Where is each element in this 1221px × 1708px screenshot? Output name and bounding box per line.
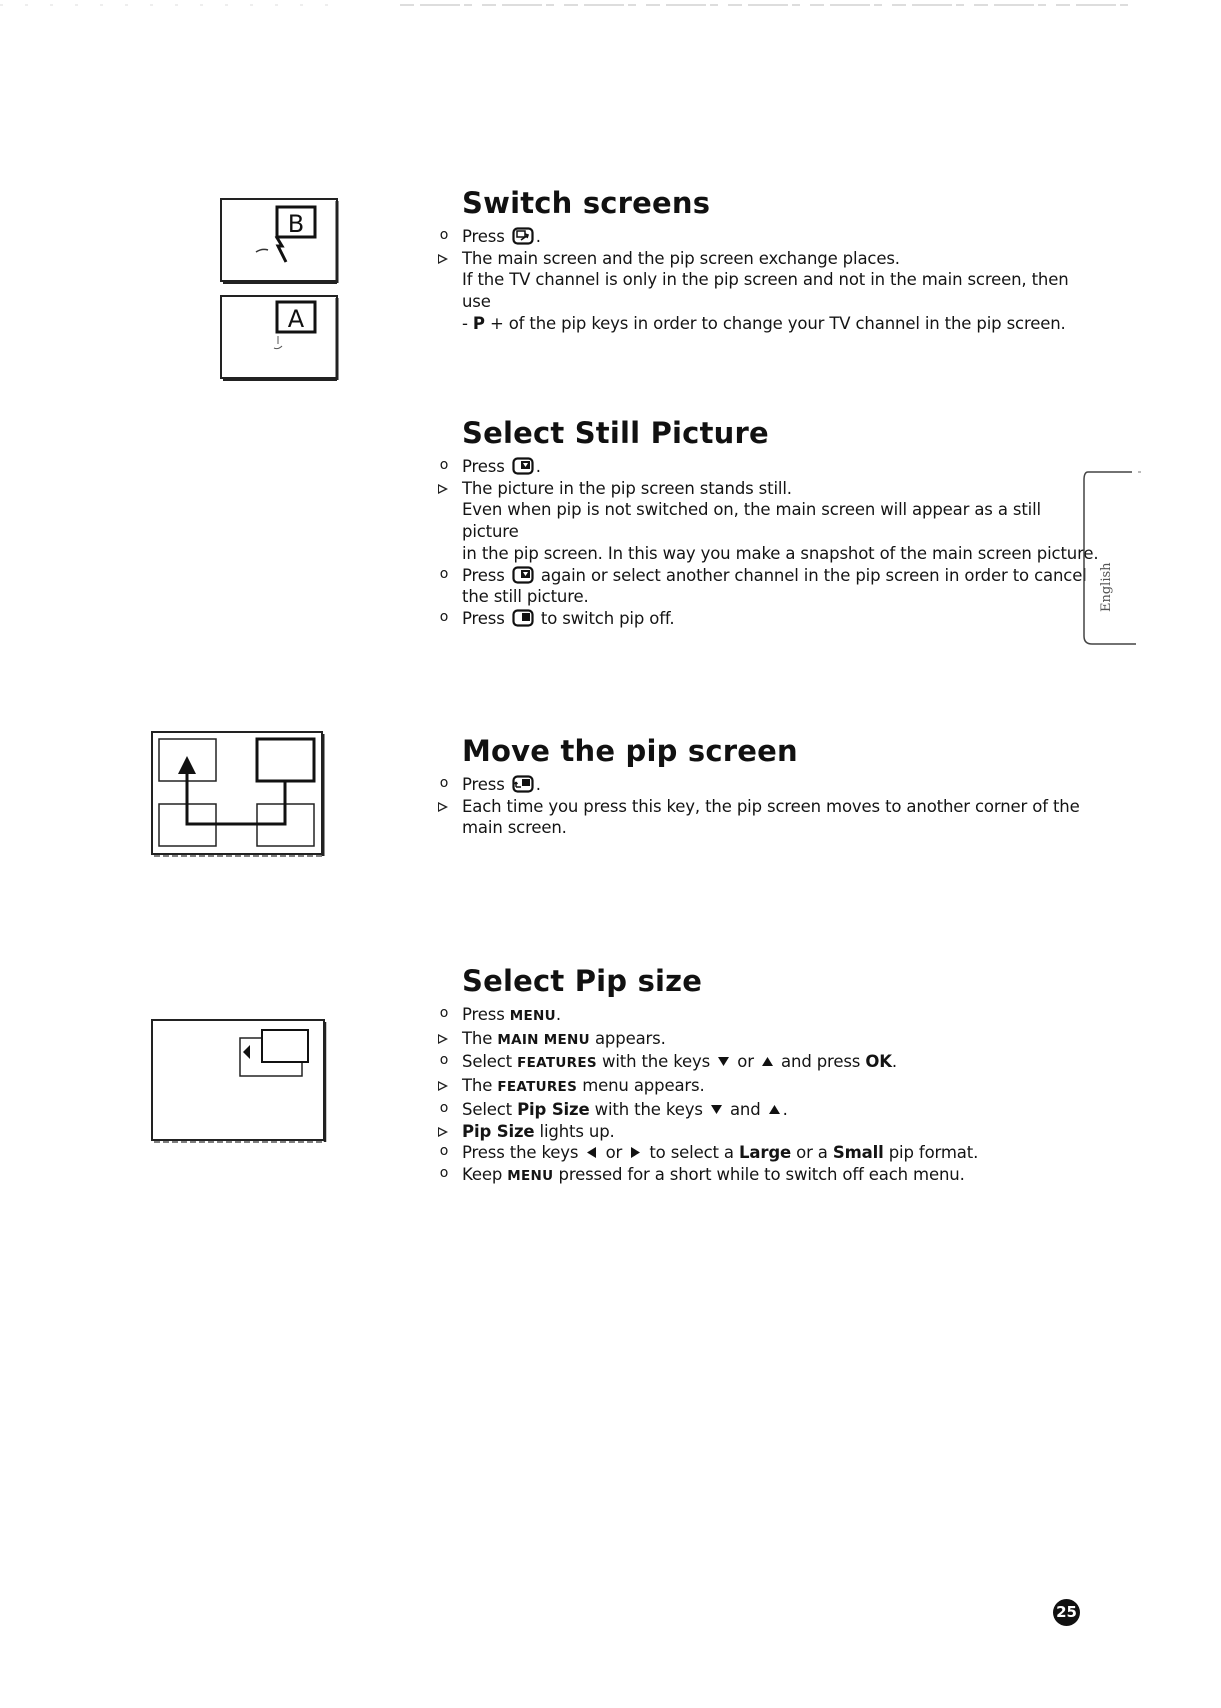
arrow-down-icon xyxy=(718,1056,729,1067)
instruction-step xyxy=(462,456,1102,478)
step-text: Press xyxy=(462,565,510,585)
step-bullet-icon xyxy=(436,608,452,630)
result-step xyxy=(462,796,1102,818)
step-text: The xyxy=(462,1028,498,1048)
step-text: . xyxy=(535,775,541,794)
step-text: + of the pip keys in order to change your TV channel in the pip screen. xyxy=(484,313,1066,333)
arrow-left-icon xyxy=(586,1147,597,1158)
step-text: and xyxy=(724,1099,766,1119)
section-title: Select Still Picture xyxy=(462,416,769,450)
step-bullet-icon xyxy=(436,1051,452,1073)
step-text: pip format. xyxy=(883,1143,979,1163)
continuation-line xyxy=(462,543,1102,565)
still-picture-key-icon xyxy=(512,457,534,475)
result-step xyxy=(462,1075,1102,1099)
step-text: with the keys xyxy=(589,1099,708,1119)
menu-term: MAIN MENU xyxy=(497,1031,590,1048)
instruction-step xyxy=(462,565,1102,587)
instruction-step xyxy=(462,1164,1102,1188)
step-bullet-icon xyxy=(436,774,452,796)
bold-term: P xyxy=(472,313,485,333)
menu-term: FEATURES xyxy=(497,1079,578,1096)
instruction-step xyxy=(462,774,1102,796)
step-text: . xyxy=(555,1005,562,1024)
step-text: or xyxy=(600,1143,628,1163)
language-tab-label: English xyxy=(1099,562,1114,612)
step-text: If the TV channel is only in the pip screen and not in the main screen, then use xyxy=(462,270,1069,312)
continuation-line xyxy=(462,499,1102,542)
bold-term: OK xyxy=(865,1052,892,1072)
screen-a-label: A xyxy=(287,305,305,333)
step-text: in the pip screen. In this way you make a snapshot of the main screen picture. xyxy=(462,543,1099,563)
step-text: and press xyxy=(775,1052,866,1072)
arrow-up-icon xyxy=(762,1056,773,1067)
section-select-still-picture xyxy=(462,416,1102,630)
steps-list xyxy=(462,1004,1102,1188)
step-text: The xyxy=(462,1076,498,1096)
swap-screens-key-icon xyxy=(512,227,534,245)
step-text: to select a xyxy=(644,1143,739,1163)
instruction-step xyxy=(462,226,1102,248)
step-text: . xyxy=(535,227,541,246)
step-text: . xyxy=(891,1052,897,1072)
result-step xyxy=(462,248,1102,270)
step-text: main screen. xyxy=(462,818,567,838)
step-bullet-icon xyxy=(436,1004,452,1026)
step-bullet-icon xyxy=(436,456,452,478)
step-text: - xyxy=(462,313,473,333)
step-text: with the keys xyxy=(596,1052,716,1072)
scan-artifact-line xyxy=(0,2,1221,8)
step-bullet-icon xyxy=(436,1142,452,1164)
instruction-step xyxy=(462,1004,1102,1028)
step-bullet-icon xyxy=(436,1164,452,1186)
bold-term: Small xyxy=(832,1143,884,1163)
screen-b-label: B xyxy=(287,210,305,238)
step-text: . xyxy=(535,457,541,476)
continuation-line xyxy=(462,269,1102,312)
instruction-step xyxy=(462,1051,1102,1075)
step-text: Select xyxy=(462,1099,518,1119)
section-title: Move the pip screen xyxy=(462,734,798,768)
step-text: or xyxy=(732,1052,759,1072)
step-text: again or select another channel in the pip screen in order to cancel xyxy=(535,565,1087,585)
pip-size-figure xyxy=(150,1018,332,1148)
result-step xyxy=(462,1121,1102,1143)
step-text: pressed for a short while to switch off each menu. xyxy=(553,1164,965,1184)
still-picture-key-icon xyxy=(512,566,534,584)
step-text: . xyxy=(782,1099,788,1119)
step-text: appears. xyxy=(589,1028,666,1048)
section-title: Select Pip size xyxy=(462,964,703,998)
steps-list xyxy=(462,226,1102,335)
step-text: Even when pip is not switched on, the main screen will appear as a still picture xyxy=(462,500,1041,542)
arrow-down-icon xyxy=(711,1104,722,1115)
bold-term: Pip Size xyxy=(462,1121,535,1141)
move-pip-key-icon xyxy=(512,775,534,793)
step-text: Press xyxy=(462,1005,510,1024)
section-switch-screens xyxy=(462,186,1102,335)
instruction-step xyxy=(462,1099,1102,1121)
section-select-pip-size xyxy=(462,964,1102,1188)
menu-term: MENU xyxy=(509,1008,556,1024)
switch-screens-figure xyxy=(218,196,344,386)
step-text: Press xyxy=(462,608,510,628)
step-text: the still picture. xyxy=(462,587,589,607)
step-text: Each time you press this key, the pip screen moves to another corner of the xyxy=(462,796,1080,816)
step-text: Press xyxy=(462,775,510,794)
step-text: or a xyxy=(791,1143,833,1163)
menu-term: FEATURES xyxy=(517,1055,597,1072)
step-bullet-icon xyxy=(436,1099,452,1121)
continuation-line xyxy=(462,586,1102,608)
section-title: Switch screens xyxy=(462,186,711,220)
move-pip-figure xyxy=(150,730,330,862)
instruction-step xyxy=(462,608,1102,630)
section-move-pip-screen xyxy=(462,734,1102,839)
arrow-up-icon xyxy=(769,1104,780,1115)
page-number: 25 xyxy=(1053,1599,1080,1626)
step-text: to switch pip off. xyxy=(535,608,675,628)
step-text: Keep xyxy=(462,1164,508,1184)
pip-key-icon xyxy=(512,609,534,627)
step-bullet-icon xyxy=(436,565,452,587)
step-text: Press xyxy=(462,227,510,246)
steps-list xyxy=(462,774,1102,839)
step-text: lights up. xyxy=(534,1121,615,1141)
step-text: Press the keys xyxy=(462,1143,584,1163)
menu-term: MENU xyxy=(507,1167,554,1184)
instruction-step xyxy=(462,1142,1102,1164)
continuation-line xyxy=(462,313,1102,335)
step-text: Select xyxy=(462,1052,518,1072)
bold-term: Large xyxy=(738,1143,792,1163)
step-text: The picture in the pip screen stands still. xyxy=(462,478,792,498)
step-text: menu appears. xyxy=(577,1076,705,1096)
language-tab xyxy=(1080,470,1142,646)
result-step xyxy=(462,1028,1102,1052)
arrow-right-icon xyxy=(630,1147,641,1158)
step-bullet-icon xyxy=(436,226,452,248)
step-text: The main screen and the pip screen exchange places. xyxy=(462,248,900,268)
bold-term: Pip Size xyxy=(517,1099,590,1119)
result-step xyxy=(462,478,1102,500)
step-text: Press xyxy=(462,457,510,476)
continuation-line xyxy=(462,817,1102,839)
steps-list xyxy=(462,456,1102,630)
